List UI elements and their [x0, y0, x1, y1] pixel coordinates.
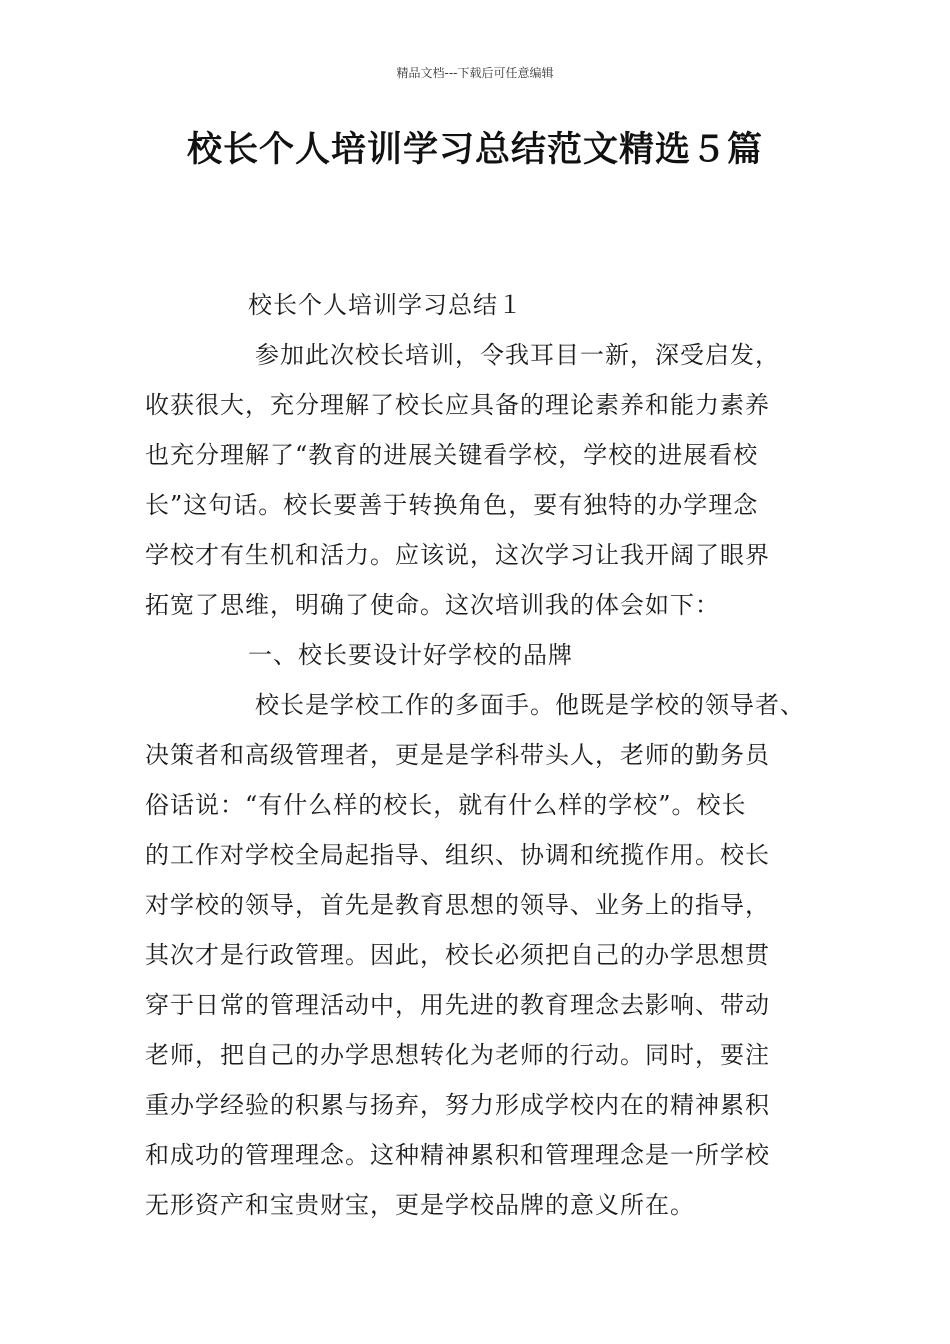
body-line: 其次才是行政管理。因此，校长必须把自己的办学思想贯 — [145, 941, 770, 969]
body-line: 无形资产和宝贵财宝，更是学校品牌的意义所在。 — [145, 1191, 695, 1219]
body-line: 老师，把自己的办学思想转化为老师的行动。同时，要注 — [145, 1041, 770, 1069]
header-note: 精品文档---下载后可任意编辑 — [396, 66, 554, 80]
document-body — [145, 280, 825, 1230]
body-line: 收获很大，充分理解了校长应具备的理论素养和能力素养 — [145, 391, 770, 419]
body-line: 对学校的领导，首先是教育思想的领导、业务上的指导， — [145, 891, 770, 919]
body-line: 的工作对学校全局起指导、组织、协调和统揽作用。校长 — [145, 841, 770, 869]
body-line: 学校才有生机和活力。应该说，这次学习让我开阔了眼界 — [145, 541, 770, 569]
body-line: 长”这句话。校长要善于转换角色，要有独特的办学理念 — [145, 491, 759, 519]
body-line: 重办学经验的积累与扬弃，努力形成学校内在的精神累积 — [145, 1091, 770, 1119]
body-line: 参加此次校长培训，令我耳目一新，深受启发， — [255, 341, 780, 369]
body-line: 一、校长要设计好学校的品牌 — [248, 641, 573, 669]
body-line: 决策者和高级管理者，更是是学科带头人，老师的勤务员 — [145, 741, 770, 769]
body-line: 和成功的管理理念。这种精神累积和管理理念是一所学校 — [145, 1141, 770, 1169]
body-line: 俗话说：“有什么样的校长，就有什么样的学校”。校长 — [145, 791, 747, 819]
body-line: 校长个人培训学习总结１ — [248, 291, 523, 319]
document-title: 校长个人培训学习总结范文精选５篇 — [186, 130, 763, 170]
body-line: 校长是学校工作的多面手。他既是学校的领导者、 — [255, 691, 805, 719]
body-line: 拓宽了思维，明确了使命。这次培训我的体会如下： — [145, 591, 720, 619]
body-line: 也充分理解了“教育的进展关键看学校，学校的进展看校 — [145, 441, 759, 469]
body-line: 穿于日常的管理活动中，用先进的教育理念去影响、带动 — [145, 991, 770, 1019]
